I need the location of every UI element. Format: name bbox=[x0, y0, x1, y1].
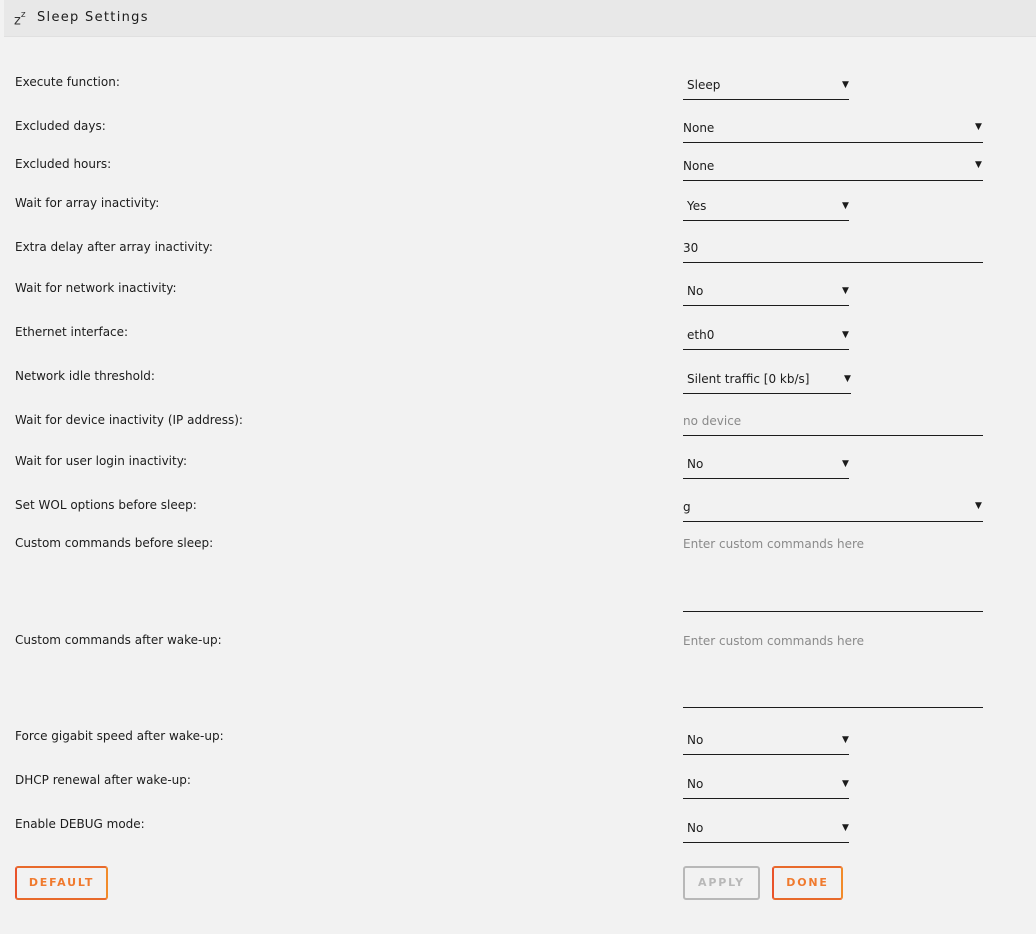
sleep-zz-icon: $z^z$ bbox=[14, 10, 26, 29]
dropdown-arrow-icon: ▼ bbox=[844, 374, 851, 384]
execute-function-value: Sleep bbox=[687, 78, 721, 92]
dropdown-arrow-icon: ▼ bbox=[975, 160, 982, 170]
wait-login-label: Wait for user login inactivity: bbox=[15, 454, 187, 468]
cmd-after-placeholder: Enter custom commands here bbox=[683, 634, 865, 648]
page-title: Sleep Settings bbox=[37, 10, 149, 25]
extra-delay-input[interactable] bbox=[683, 241, 983, 263]
wol-options-value: g bbox=[683, 500, 691, 514]
cmd-after-textarea[interactable] bbox=[683, 634, 983, 708]
wait-device-placeholder: no device bbox=[683, 414, 742, 428]
excluded-hours-select[interactable] bbox=[683, 159, 983, 181]
dropdown-arrow-icon: ▼ bbox=[842, 80, 849, 90]
wait-network-label: Wait for network inactivity: bbox=[15, 281, 177, 295]
wait-device-label: Wait for device inactivity (IP address): bbox=[15, 413, 243, 427]
debug-value: No bbox=[687, 821, 704, 835]
extra-delay-value: 30 bbox=[683, 241, 699, 255]
wait-array-label: Wait for array inactivity: bbox=[15, 196, 160, 210]
execute-function-select[interactable] bbox=[683, 78, 849, 100]
dropdown-arrow-icon: ▼ bbox=[842, 823, 849, 833]
wol-options-label: Set WOL options before sleep: bbox=[15, 498, 197, 512]
dhcp-select[interactable] bbox=[683, 777, 849, 799]
wait-login-select[interactable] bbox=[683, 457, 849, 479]
wait-device-input[interactable] bbox=[683, 414, 983, 436]
gigabit-value: No bbox=[687, 733, 704, 747]
dhcp-value: No bbox=[687, 777, 704, 791]
excluded-hours-value: None bbox=[683, 159, 715, 173]
wait-array-select[interactable] bbox=[683, 199, 849, 221]
default-button[interactable]: DEFAULT bbox=[15, 866, 108, 900]
cmd-before-textarea[interactable] bbox=[683, 537, 983, 612]
excluded-days-label: Excluded days: bbox=[15, 119, 106, 133]
dropdown-arrow-icon: ▼ bbox=[842, 330, 849, 340]
gigabit-select[interactable] bbox=[683, 733, 849, 755]
wait-array-value: Yes bbox=[687, 199, 707, 213]
title-bar bbox=[4, 0, 1036, 37]
cmd-before-label: Custom commands before sleep: bbox=[15, 536, 214, 550]
dropdown-arrow-icon: ▼ bbox=[842, 201, 849, 211]
cmd-after-label: Custom commands after wake-up: bbox=[15, 633, 222, 647]
execute-function-label: Execute function: bbox=[15, 75, 120, 89]
dropdown-arrow-icon: ▼ bbox=[975, 501, 982, 511]
wol-options-select[interactable] bbox=[683, 500, 983, 522]
dropdown-arrow-icon: ▼ bbox=[842, 735, 849, 745]
apply-button[interactable]: APPLY bbox=[683, 866, 760, 900]
excluded-days-select[interactable] bbox=[683, 121, 983, 143]
cmd-before-placeholder: Enter custom commands here bbox=[683, 537, 865, 551]
idle-threshold-label: Network idle threshold: bbox=[15, 369, 155, 383]
debug-select[interactable] bbox=[683, 821, 849, 843]
wait-login-value: No bbox=[687, 457, 704, 471]
gigabit-label: Force gigabit speed after wake-up: bbox=[15, 729, 224, 743]
dropdown-arrow-icon: ▼ bbox=[842, 459, 849, 469]
wait-network-value: No bbox=[687, 284, 704, 298]
excluded-hours-label: Excluded hours: bbox=[15, 157, 112, 171]
idle-threshold-value: Silent traffic [0 kb/s] bbox=[687, 372, 810, 386]
ethernet-interface-value: eth0 bbox=[687, 328, 715, 342]
dropdown-arrow-icon: ▼ bbox=[842, 286, 849, 296]
wait-network-select[interactable] bbox=[683, 284, 849, 306]
dropdown-arrow-icon: ▼ bbox=[842, 779, 849, 789]
debug-label: Enable DEBUG mode: bbox=[15, 817, 145, 831]
ethernet-interface-label: Ethernet interface: bbox=[15, 325, 129, 339]
idle-threshold-select[interactable] bbox=[683, 372, 851, 394]
done-button[interactable]: DONE bbox=[772, 866, 843, 900]
excluded-days-value: None bbox=[683, 121, 715, 135]
dropdown-arrow-icon: ▼ bbox=[975, 122, 982, 132]
ethernet-interface-select[interactable] bbox=[683, 328, 849, 350]
extra-delay-label: Extra delay after array inactivity: bbox=[15, 240, 213, 254]
dhcp-label: DHCP renewal after wake-up: bbox=[15, 773, 191, 787]
